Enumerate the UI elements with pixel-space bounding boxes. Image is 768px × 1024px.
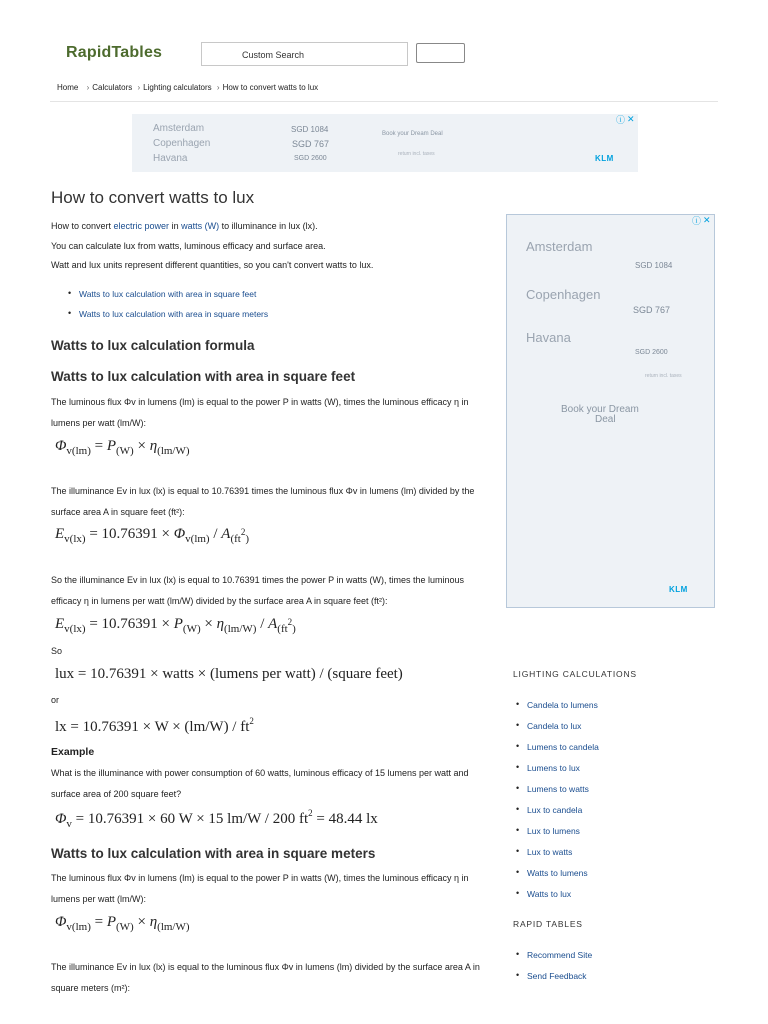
example-heading: Example	[51, 746, 95, 758]
sidebar-link[interactable]: • Watts to lumens	[527, 868, 588, 878]
ad-city: Havana	[526, 330, 571, 345]
search-button[interactable]	[416, 43, 465, 63]
formula-words: lux = 10.76391 × watts × (lumens per watt) / (square feet)	[55, 666, 403, 682]
ad-city: Amsterdam	[153, 123, 205, 134]
section-heading: Watts to lux calculation formula	[51, 338, 255, 353]
ad-close-icon[interactable]: ✕	[703, 215, 711, 225]
link-watts[interactable]: watts (W)	[181, 221, 220, 231]
klm-logo: KLM	[669, 585, 688, 594]
ad-cta: Book your Dream	[561, 404, 639, 415]
page-title: How to convert watts to lux	[51, 188, 255, 207]
ad-city: Copenhagen	[526, 287, 601, 302]
sidebar-link[interactable]: • Lux to candela	[527, 805, 582, 815]
ad-city: Havana	[153, 153, 188, 164]
intro-text: How to convert	[51, 221, 114, 231]
ad-price: SGD 1084	[291, 125, 329, 134]
ad-info-icon[interactable]: ⓘ	[692, 216, 702, 226]
paragraph: The illuminance Ev in lux (lx) is equal to 10.76391 times the luminous flux Φv in lumens (lm) divided by the surface area A in square feet (ft²):	[51, 486, 475, 517]
ad-price: SGD 2600	[635, 349, 668, 356]
sidebar-link[interactable]: • Watts to lux	[527, 889, 571, 899]
search-placeholder: Custom Search	[242, 50, 305, 60]
ad-info-icon[interactable]: ⓘ	[616, 115, 626, 125]
sidebar-link-feedback[interactable]: • Send Feedback	[527, 971, 587, 981]
ad-cta: Book your Dream Deal	[382, 131, 443, 137]
intro-text: to illuminance in lux (lx).	[219, 221, 318, 231]
ad-city: Copenhagen	[153, 138, 211, 149]
ad-fine-print: return incl. taxes	[645, 373, 682, 379]
chevron-right-icon: ›	[216, 83, 220, 92]
banner-ad[interactable]	[132, 114, 638, 172]
toc-link-square-feet[interactable]: • Watts to lux calculation with area in square feet	[79, 289, 256, 299]
example-question: What is the illuminance with power consumption of 60 watts, luminous efficacy of 15 lumens per watt and surface area of 200 square feet?	[51, 768, 469, 799]
sidebar-link[interactable]: • Candela to lux	[527, 721, 581, 731]
ad-close-icon[interactable]: ✕	[627, 114, 635, 124]
chevron-right-icon: ›	[86, 83, 90, 92]
paragraph: So	[51, 646, 63, 656]
paragraph: The luminous flux Φv in lumens (lm) is equal to the power P in watts (W), times the luminous efficacy η in lumens per watt (lm/W):	[51, 397, 469, 428]
sidebar-heading-rapidtables: RAPID TABLES	[513, 919, 583, 929]
paragraph: The illuminance Ev in lux (lx) is equal to the luminous flux Φv in lumens (lm) divided by the surface area A in square meters (m²):	[51, 962, 480, 993]
ad-fine-print: return incl. taxes	[398, 151, 435, 157]
sidebar-heading-lighting: LIGHTING CALCULATIONS	[513, 669, 637, 679]
site-header	[0, 0, 768, 75]
breadcrumb-current: How to convert watts to lux	[222, 83, 319, 92]
chevron-right-icon: ›	[137, 83, 141, 92]
paragraph: You can calculate lux from watts, luminous efficacy and surface area.	[51, 241, 326, 251]
ad-cta: Deal	[595, 414, 616, 425]
site-logo[interactable]: RapidTables	[66, 44, 163, 61]
sidebar-link-recommend[interactable]: • Recommend Site	[527, 950, 592, 960]
sidebar-link[interactable]: • Lux to watts	[527, 847, 572, 857]
intro-text: in	[169, 221, 182, 231]
ad-city: Amsterdam	[526, 239, 593, 254]
breadcrumb-home[interactable]: Home	[57, 83, 79, 92]
link-electric-power[interactable]: electric power	[113, 221, 170, 231]
formula-flux-sqm: $\Phi_{v(lm)} = P_{(W)} \times \eta_{(lm/W)}$	[55, 914, 190, 933]
formula-illuminance-power: $E_{v(lx)} = 10.76391 \times P_{(W)} \times \eta_{(lm/W)} / A_{(ft^2)}$	[55, 616, 296, 635]
ad-price: SGD 767	[633, 305, 671, 315]
header-divider	[50, 101, 718, 102]
sidebar-ad[interactable]	[506, 214, 715, 608]
formula-illuminance: $E_{v(lx)} = 10.76391 \times \Phi_{v(lm)} / A_{(ft^2)}$	[55, 526, 250, 545]
search-input[interactable]	[201, 42, 408, 66]
sidebar-link[interactable]: • Lumens to lux	[527, 763, 580, 773]
paragraph: Watt and lux units represent different quantities, so you can't convert watts to lux.	[51, 260, 374, 270]
section-heading: Watts to lux calculation with area in square feet	[51, 369, 356, 384]
breadcrumb-lighting[interactable]: Lighting calculators	[143, 83, 212, 92]
formula-example: $\Phi_v = 10.76391 \times 60$ W × 15 lm/W / 200 $ft^2 = 48.44$ lx	[55, 808, 378, 830]
formula-flux: $\Phi_{v(lm)} = P_{(W)} \times \eta_{(lm/W)}$	[55, 438, 190, 457]
sidebar-link[interactable]: • Lux to lumens	[527, 826, 580, 836]
breadcrumb-calculators[interactable]: Calculators	[92, 83, 133, 92]
klm-logo: KLM	[595, 154, 614, 163]
toc-link-square-meters[interactable]: • Watts to lux calculation with area in square meters	[79, 309, 268, 319]
paragraph: So the illuminance Ev in lux (lx) is equal to 10.76391 times the power P in watts (W), times the luminous efficacy η in lumens per watt (lm/W) divided by the surface area A in square feet (ft²):	[51, 575, 465, 606]
ad-price: SGD 1084	[635, 261, 673, 270]
ad-price: SGD 767	[292, 139, 330, 149]
breadcrumb	[57, 83, 318, 92]
paragraph: The luminous flux Φv in lumens (lm) is equal to the power P in watts (W), times the luminous efficacy η in lumens per watt (lm/W):	[51, 873, 469, 904]
formula-units: lx = $10.76391 \times W \times (lm/W) / ft^2$	[55, 716, 254, 735]
ad-price: SGD 2600	[294, 155, 327, 162]
sidebar-link[interactable]: • Lumens to candela	[527, 742, 599, 752]
paragraph: or	[51, 695, 60, 705]
section-heading: Watts to lux calculation with area in square meters	[51, 846, 376, 861]
intro-paragraph	[51, 221, 318, 232]
sidebar-link[interactable]: • Lumens to watts	[527, 784, 589, 794]
sidebar-link[interactable]: • Candela to lumens	[527, 700, 598, 710]
